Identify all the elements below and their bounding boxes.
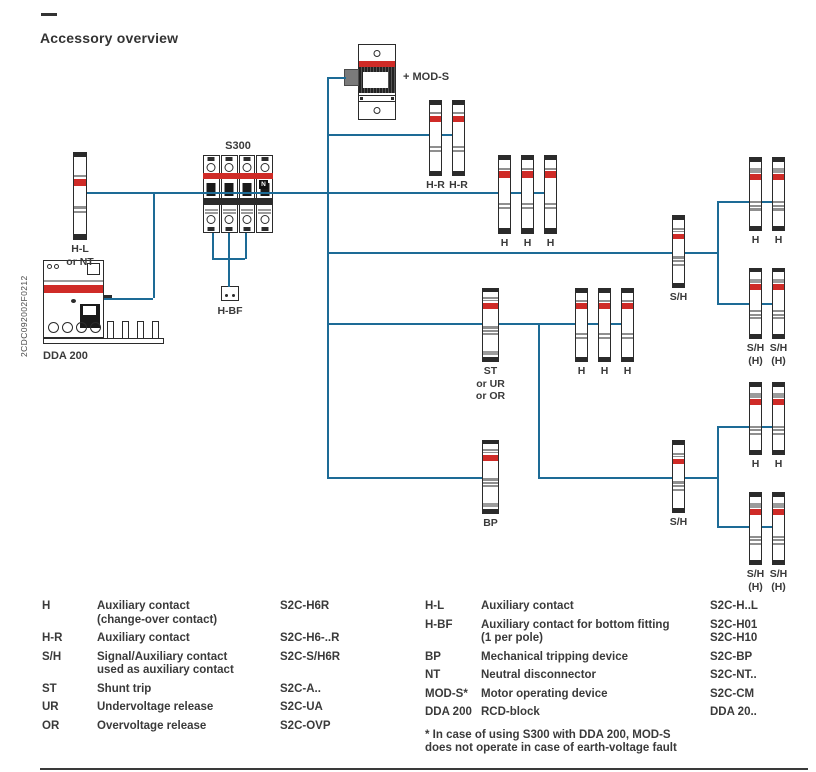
module-label: S/H (H) bbox=[746, 342, 765, 367]
connection-line bbox=[327, 77, 346, 79]
legend-description: Auxiliary contact for bottom fitting (1 per pole) bbox=[481, 618, 670, 644]
s300-red-band bbox=[203, 173, 273, 179]
accessory-module bbox=[772, 382, 785, 455]
module-label: H-L or NT bbox=[66, 243, 94, 268]
h-bf-label: H-BF bbox=[217, 305, 243, 317]
legend-term: MOD-S* bbox=[425, 687, 468, 700]
module-label: S/H bbox=[669, 291, 688, 303]
module-label: H bbox=[500, 237, 509, 249]
legend-order-code: S2C-CM bbox=[710, 687, 755, 700]
connection-line bbox=[212, 233, 214, 259]
accessory-module bbox=[749, 492, 762, 565]
connection-line bbox=[717, 201, 719, 303]
connection-line bbox=[717, 526, 778, 528]
legend-row bbox=[425, 651, 810, 665]
mod-s-mechanism bbox=[359, 67, 395, 93]
legend-order-code: S2C-H6R bbox=[280, 600, 330, 612]
connection-line bbox=[104, 298, 153, 300]
accessory-module bbox=[621, 288, 634, 362]
module-label: H bbox=[774, 458, 783, 470]
module-label: H bbox=[774, 234, 783, 246]
page-title: Accessory overview bbox=[40, 30, 179, 46]
accessory-module bbox=[749, 382, 762, 455]
legend-row bbox=[42, 720, 417, 734]
legend-right-column bbox=[425, 600, 810, 756]
dda-200-busbar-pin bbox=[107, 321, 114, 339]
legend-left-column bbox=[42, 600, 417, 738]
neutral-pole-label: N bbox=[259, 180, 268, 189]
accessory-module bbox=[73, 152, 87, 240]
mod-s-label: + MOD-S bbox=[403, 71, 450, 83]
accessory-module bbox=[672, 440, 685, 513]
connection-line bbox=[538, 323, 540, 477]
connection-line bbox=[538, 477, 718, 479]
legend-description: Undervoltage release bbox=[97, 701, 214, 713]
legend-row bbox=[42, 651, 417, 678]
legend-term: NT bbox=[425, 669, 441, 681]
legend-description: Signal/Auxiliary contact used as auxiliary contact bbox=[97, 650, 234, 676]
legend-description: Auxiliary contact bbox=[97, 632, 190, 644]
legend-description: RCD-block bbox=[481, 706, 540, 718]
dda-200-busbar-pin bbox=[122, 321, 129, 339]
accessory-module bbox=[772, 492, 785, 565]
module-label: H bbox=[600, 365, 609, 377]
module-label: H bbox=[751, 234, 760, 246]
legend-row bbox=[42, 701, 417, 715]
legend-order-code: S2C-S/H6R bbox=[280, 650, 341, 663]
module-label: H bbox=[546, 237, 555, 249]
module-label: H bbox=[751, 458, 760, 470]
module-label: BP bbox=[483, 517, 498, 529]
legend-description: Shunt trip bbox=[97, 682, 152, 695]
bottom-rule bbox=[40, 768, 808, 770]
s300-pole-1 bbox=[203, 155, 220, 233]
accessory-module bbox=[575, 288, 588, 362]
dda-200-body bbox=[43, 260, 104, 338]
legend-row bbox=[42, 683, 417, 697]
dda-200-red-band bbox=[44, 285, 103, 293]
legend-order-code: S2C-OVP bbox=[280, 719, 331, 732]
module-label: S/H (H) bbox=[746, 568, 765, 593]
s300-breaker bbox=[203, 140, 273, 233]
legend-term: H-BF bbox=[425, 618, 453, 631]
connection-line bbox=[212, 258, 245, 260]
accessory-module bbox=[521, 155, 534, 234]
legend-term: DDA 200 bbox=[425, 706, 472, 718]
accessory-module bbox=[772, 157, 785, 231]
legend-row bbox=[42, 600, 417, 627]
legend-order-code: S2C-UA bbox=[280, 701, 323, 713]
module-label: H-R bbox=[426, 179, 445, 191]
s300-pole-3 bbox=[239, 155, 256, 233]
legend-term: BP bbox=[425, 650, 441, 663]
connection-line bbox=[327, 77, 329, 477]
legend-row bbox=[425, 669, 810, 683]
module-label: ST or UR or OR bbox=[475, 365, 506, 402]
module-label: S/H (H) bbox=[769, 342, 788, 367]
module-label: H bbox=[577, 365, 586, 377]
legend-term: UR bbox=[42, 701, 59, 713]
connection-line bbox=[245, 233, 247, 259]
legend-row bbox=[42, 632, 417, 646]
image-reference-code: 2CDC092002F0212 bbox=[19, 275, 29, 357]
dda-200-busbar-pin bbox=[152, 321, 159, 339]
h-bf-box bbox=[221, 286, 239, 301]
s300-label: S300 bbox=[225, 140, 251, 152]
s300-pole-2 bbox=[221, 155, 238, 233]
mod-s-connector bbox=[344, 69, 359, 86]
connection-line bbox=[228, 233, 230, 287]
legend-order-code: S2C-A.. bbox=[280, 682, 321, 695]
s300-pole-n bbox=[256, 155, 273, 233]
module-label: S/H (H) bbox=[769, 568, 788, 593]
accessory-module bbox=[772, 268, 785, 339]
s300-toggle-band bbox=[203, 198, 273, 205]
legend-description: Mechanical tripping device bbox=[481, 650, 628, 663]
connection-line bbox=[717, 201, 778, 203]
module-label: H bbox=[523, 237, 532, 249]
legend-row bbox=[425, 688, 810, 702]
accessory-module bbox=[482, 440, 499, 514]
legend-term: H-R bbox=[42, 632, 63, 644]
legend-term: OR bbox=[42, 719, 60, 732]
legend-term: H bbox=[42, 600, 51, 612]
legend-footnote: * In case of using S300 with DDA 200, MOD-S does not operate in case of earth-voltage fault bbox=[425, 728, 677, 754]
legend-order-code: S2C-BP bbox=[710, 650, 753, 663]
mod-s-screw-bottom bbox=[374, 107, 381, 114]
accessory-module bbox=[749, 268, 762, 339]
mod-s-strip bbox=[359, 95, 395, 102]
mod-s-screw-top bbox=[374, 50, 381, 57]
connection-line bbox=[717, 426, 719, 526]
legend-description: Neutral disconnector bbox=[481, 669, 597, 681]
legend-order-code: DDA 20.. bbox=[710, 706, 757, 718]
accessory-module bbox=[482, 288, 499, 362]
dda-200-busbar-pin bbox=[137, 321, 144, 339]
accessory-module bbox=[429, 100, 442, 176]
module-label: H bbox=[623, 365, 632, 377]
connection-line bbox=[153, 192, 155, 298]
legend-description: Overvoltage release bbox=[97, 719, 207, 732]
connection-line bbox=[327, 477, 490, 479]
legend-order-code: S2C-H6-..R bbox=[280, 632, 340, 644]
title-dash bbox=[41, 13, 57, 16]
legend-term: ST bbox=[42, 682, 57, 695]
module-label: H-R bbox=[449, 179, 468, 191]
connection-line bbox=[80, 192, 557, 194]
accessory-module bbox=[544, 155, 557, 234]
accessory-module bbox=[672, 215, 685, 288]
legend-order-code: S2C-NT.. bbox=[710, 669, 757, 681]
legend-order-code: S2C-H01 S2C-H10 bbox=[710, 618, 758, 644]
h-bf-device bbox=[217, 286, 243, 317]
s300-body bbox=[203, 155, 273, 233]
legend-description: Auxiliary contact bbox=[481, 600, 574, 612]
legend-row bbox=[425, 706, 810, 720]
accessory-module bbox=[498, 155, 511, 234]
accessory-module bbox=[598, 288, 611, 362]
legend-description: Auxiliary contact (change-over contact) bbox=[97, 600, 218, 626]
mod-s-device bbox=[358, 44, 450, 120]
legend-term: S/H bbox=[42, 650, 62, 663]
legend-row bbox=[425, 619, 810, 646]
connection-line bbox=[717, 303, 778, 305]
dda-200-busbar-base bbox=[43, 338, 164, 344]
accessory-module bbox=[452, 100, 465, 176]
connection-line bbox=[327, 252, 718, 254]
legend-order-code: S2C-H..L bbox=[710, 600, 758, 612]
dda-200-label: DDA 200 bbox=[43, 350, 88, 362]
module-label: S/H bbox=[669, 516, 688, 528]
legend-term: H-L bbox=[425, 600, 445, 612]
connection-line bbox=[717, 426, 778, 428]
legend-description: Motor operating device bbox=[481, 687, 608, 700]
accessory-module bbox=[749, 157, 762, 231]
legend-row bbox=[425, 600, 810, 614]
